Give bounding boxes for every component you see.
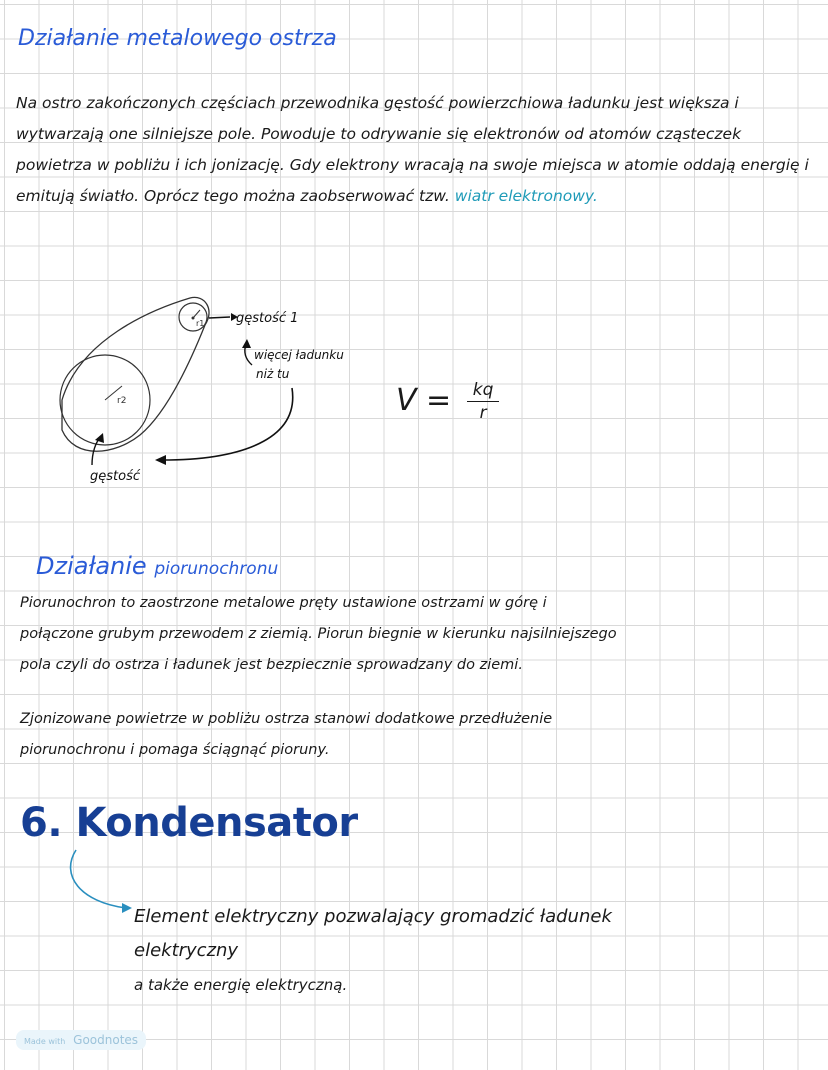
arrow-comparison — [162, 388, 293, 460]
definition-arrowhead — [122, 903, 132, 913]
paragraph-metal-tip — [16, 88, 821, 212]
label-density1: gęstość 1 — [236, 311, 299, 326]
electron-wind-highlight: wiatr elektronowy. — [454, 187, 598, 205]
conductor-outline — [62, 297, 209, 451]
title-main-word: Działanie — [36, 552, 147, 580]
formula-fraction — [467, 380, 500, 423]
title-small-word: piorunochronu — [154, 559, 279, 579]
capacitor-definition — [134, 900, 694, 1002]
paragraph-metal-tip-text: Na ostro zakończonych częściach przewodnika gęstość powierzchiowa ładunku jest większa i wytwarzają one silniejsze pole. Powoduje to odrywanie się elektronów od atomów cząsteczek powietrza w pobliżu i ich jonizację. Gdy elektrony wracają na swoje miejsca w atomie oddają energię i emitują światło. Oprócz tego można zaobserwować tzw. — [16, 94, 809, 205]
definition-arrow-curve — [71, 850, 126, 908]
arrow-density1 — [209, 317, 230, 318]
arrowhead-density2 — [95, 433, 104, 443]
label-density2: gęstość — [90, 469, 140, 484]
definition-line-1: Element elektryczny pozwalający gromadzić ładunek elektryczny — [134, 906, 612, 961]
arrowhead-more-charge — [242, 339, 251, 348]
section-title-metal-tip: Działanie metalowego ostrza — [18, 26, 337, 51]
label-more-charge-2: niż tu — [256, 367, 290, 381]
label-more-charge-1: więcej ładunku — [254, 348, 344, 362]
formula-denominator: r — [479, 403, 487, 423]
label-r1: r1 — [196, 319, 205, 328]
badge-made-with: Made with — [24, 1037, 66, 1046]
goodnotes-badge[interactable] — [16, 1030, 146, 1050]
formula-lhs: V = — [396, 383, 452, 418]
badge-brand: Goodnotes — [73, 1033, 139, 1047]
section-title-capacitor: 6. Kondensator — [20, 800, 358, 846]
definition-arrow — [60, 840, 140, 920]
radius-r1-line — [193, 310, 200, 318]
paragraph-lightning-rod: Piorunochron to zaostrzone metalowe pręty ustawione ostrzami w górę i połączone grubym przewodem z ziemią. Piorun biegnie w kierunku najsilniejszego pola czyli do ostrza i ładunek jest bezpiecznie sprowadzany do ziemi. — [20, 595, 617, 673]
paragraph-ionized-air: Zjonizowane powietrze w pobliżu ostrza stanowi dodatkowe przedłużenie piorunochronu i pomaga ściągnąć pioruny. — [20, 711, 553, 758]
label-r2: r2 — [117, 396, 127, 406]
formula-numerator: kq — [467, 380, 500, 402]
section-title-lightning-rod — [36, 552, 278, 580]
potential-formula — [396, 380, 499, 423]
definition-line-2: a także energię elektryczną. — [134, 976, 348, 994]
arrowhead-comparison — [155, 455, 166, 465]
